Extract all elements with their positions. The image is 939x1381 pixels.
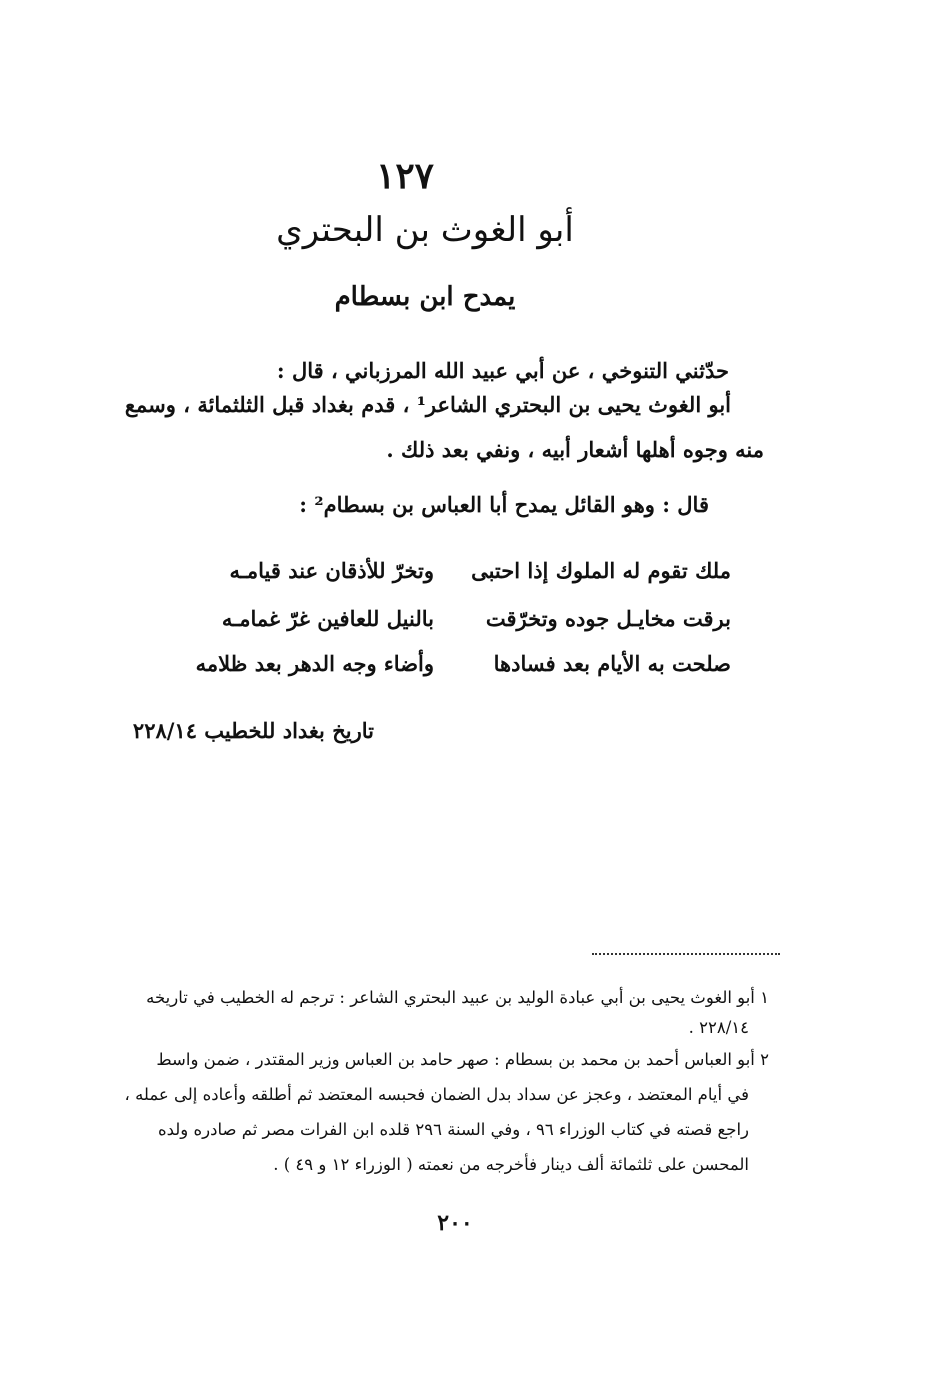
body-line-1: حدّثني التنوخي ، عن أبي عبيد الله المرزباني ، قال :: [276, 358, 729, 383]
verse-1-first-hemistich: ملك تقوم له الملوك إذا احتبى: [471, 558, 731, 583]
entry-title: أبو الغوث بن البحتري: [276, 210, 574, 250]
footnote-2-line-3: راجع قصته في كتاب الوزراء ٩٦ ، وفي السنة ٢٩٦ قلده ابن الفرات مصر ثم صادره ولده: [157, 1120, 749, 1139]
footnote-2-line-2: في أيام المعتضد ، وعجز عن سداد بدل الضمان فحبسه المعتضد ثم أطلقه وأعاده إلى عمله ،: [124, 1085, 749, 1104]
footnote-2-line-1: ٢ أبو العباس أحمد بن محمد بن بسطام : صهر حامد بن العباس وزير المقتدر ، ضمن واسط: [156, 1050, 769, 1069]
page-number: ٢٠٠: [437, 1210, 473, 1236]
verse-3-second-hemistich: وأضاء وجه الدهر بعد ظلامه: [195, 651, 434, 676]
verse-1-second-hemistich: وتخرّ للأذقان عند قيامـه: [229, 558, 434, 583]
verse-2-first-hemistich: برقت مخايـل جوده وتخرّقت: [485, 606, 731, 631]
verse-3-first-hemistich: صلحت به الأيام بعد فسادها: [493, 651, 731, 676]
source-citation: تاريخ بغداد للخطيب ٢٢٨/١٤: [132, 718, 374, 743]
body-line-2: أبو الغوث يحيى بن البحتري الشاعر¹ ، قدم بغداد قبل الثلثمائة ، وسمع: [124, 392, 731, 417]
footnote-divider: [592, 953, 780, 955]
entry-number: ١٢٧: [375, 155, 434, 197]
footnote-2-line-4: المحسن على ثلثمائة ألف دينار فأخرجه من نعمته ( الوزراء ١٢ و ٤٩ ) .: [273, 1155, 749, 1174]
body-line-3: منه وجوه أهلها أشعار أبيه ، ونفي بعد ذلك .: [386, 437, 764, 462]
footnote-1-line-2: ٢٢٨/١٤ .: [688, 1018, 749, 1037]
body-line-4: قال : وهو القائل يمدح أبا العباس بن بسطام² :: [299, 492, 709, 517]
verse-2-second-hemistich: بالنيل للعافين غرّ غمامـه: [221, 606, 434, 631]
entry-subtitle: يمدح ابن بسطام: [334, 282, 516, 312]
footnote-1-line-1: ١ أبو الغوث يحيى بن أبي عبادة الوليد بن عبيد البحتري الشاعر : ترجم له الخطيب في تاريخه: [146, 988, 769, 1007]
